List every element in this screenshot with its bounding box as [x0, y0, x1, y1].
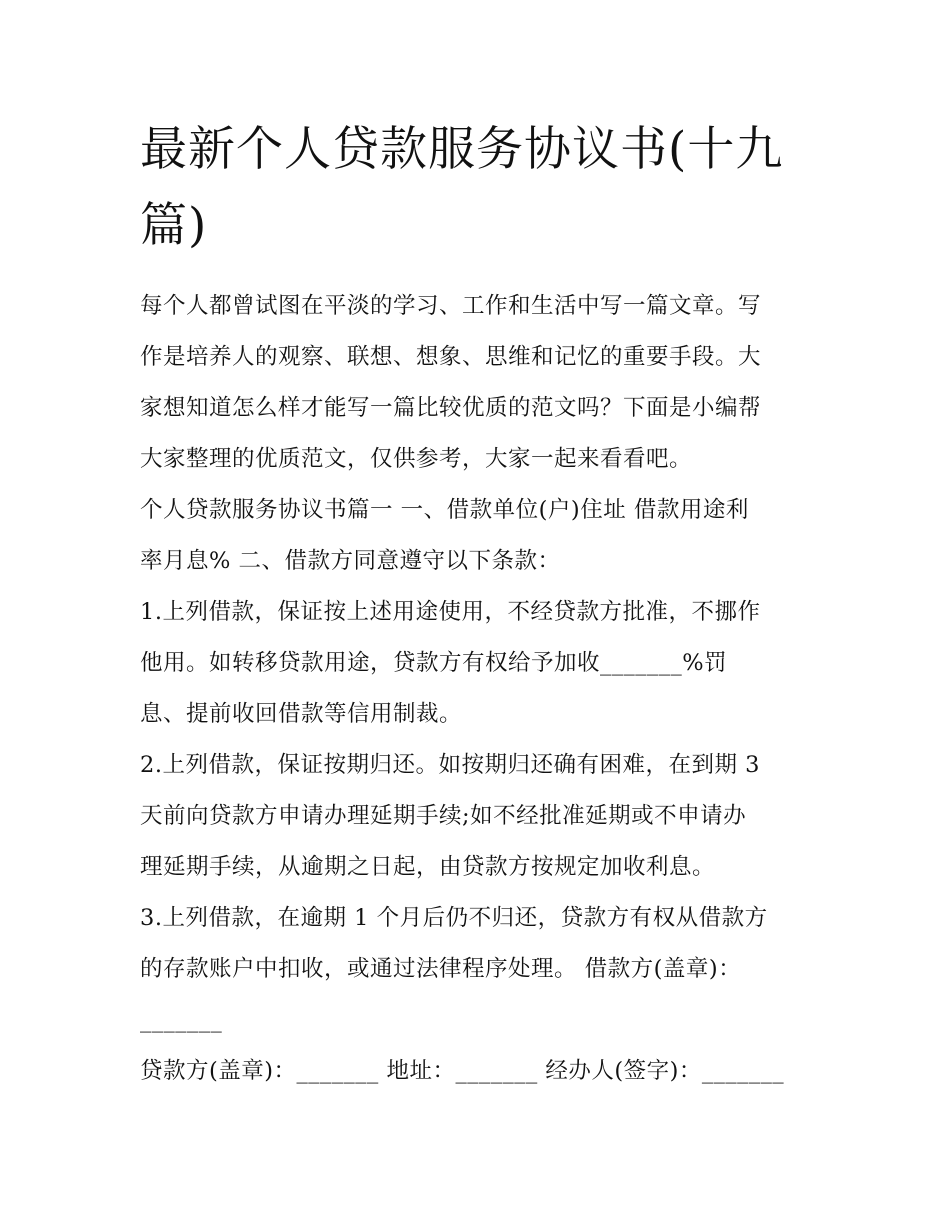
body-line: _______: [140, 1007, 223, 1033]
body-line: 每个人都曾试图在平淡的学习、工作和生活中写一篇文章。写: [140, 293, 762, 319]
body-line: 率月息% 二、借款方同意遵守以下条款：: [140, 548, 561, 574]
body-line: 的存款账户中扣收，或通过法律程序处理。 借款方(盖章)：: [140, 956, 742, 982]
body-line: 大家整理的优质范文，仅供参考，大家一起来看看吧。: [140, 446, 693, 472]
body-line: 作是培养人的观察、联想、想象、思维和记忆的重要手段。大: [140, 344, 762, 370]
body-line: 天前向贷款方申请办理延期手续;如不经批准延期或不申请办: [140, 803, 747, 829]
body-line: 1.上列借款，保证按上述用途使用，不经贷款方批准，不挪作: [140, 599, 761, 625]
document-body: [140, 281, 820, 1097]
body-line: 息、提前收回借款等信用制裁。: [140, 701, 463, 727]
document-title: [140, 112, 830, 264]
title-line-2: 篇): [140, 198, 208, 253]
body-line: 3.上列借款，在逾期 1 个月后仍不归还，贷款方有权从借款方: [140, 905, 768, 931]
body-line: 贷款方(盖章)：_______ 地址：_______ 经办人(签字)：_______: [140, 1058, 785, 1084]
title-line-1: 最新个人贷款服务协议书(十九: [140, 122, 784, 177]
body-line: 2.上列借款，保证按期归还。如按期归还确有困难，在到期 3: [140, 752, 760, 778]
body-line: 理延期手续，从逾期之日起，由贷款方按规定加收利息。: [140, 854, 716, 880]
body-line: 家想知道怎么样才能写一篇比较优质的范文吗？下面是小编帮: [140, 395, 762, 421]
body-line: 个人贷款服务协议书篇一 一、借款单位(户)住址 借款用途利: [140, 497, 749, 523]
body-line: 他用。如转移贷款用途，贷款方有权给予加收_______%罚: [140, 650, 728, 676]
